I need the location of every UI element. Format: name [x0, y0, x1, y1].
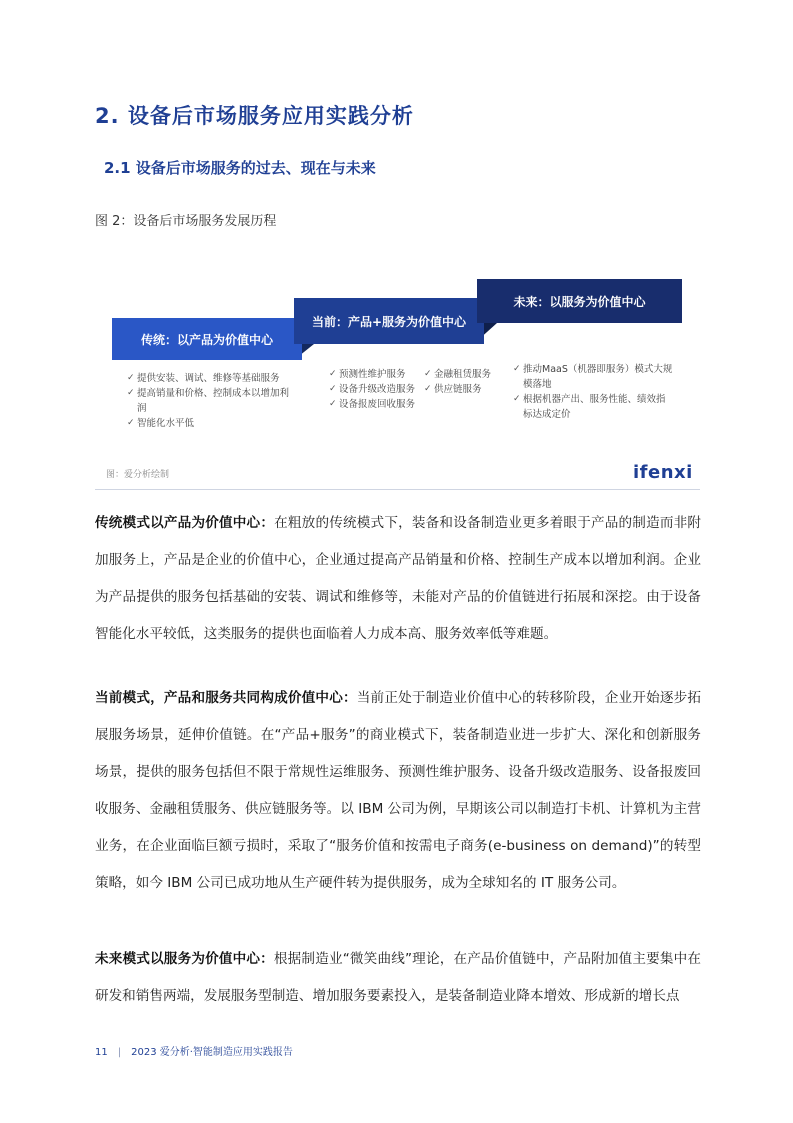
- list-item: ✓ 金融租赁服务: [424, 369, 492, 380]
- check-icon: ✓: [424, 369, 432, 379]
- current-bullets-col1: [329, 367, 421, 412]
- paragraph-lead: 当前模式，产品和服务共同构成价值中心：: [95, 690, 357, 706]
- section-title: 2. 设备后市场服务应用实践分析: [95, 104, 414, 128]
- paragraph-future: [95, 941, 701, 1015]
- footer-separator: |: [117, 1047, 122, 1058]
- divider: [95, 489, 700, 490]
- list-item: ✓ 推动MaaS（机器即服务）模式大规模落地: [513, 364, 673, 390]
- paragraph-traditional: [95, 505, 701, 653]
- check-icon: ✓: [127, 418, 135, 428]
- check-icon: ✓: [513, 394, 521, 404]
- check-icon: ✓: [127, 373, 135, 383]
- list-item: ✓ 设备升级改造服务: [329, 384, 416, 395]
- step-label: 未来：以服务为价值中心: [513, 294, 646, 309]
- paragraph-text: 根据制造业“微笑曲线”理论，在产品价值链中，产品附加值主要集中在研发和销售两端，发展服务型制造、增加服务要素投入，是装备制造业降本增效、形成新的增长点: [95, 951, 701, 1004]
- list-item: ✓ 根据机器产出、服务性能、绩效指标达成定价: [513, 394, 666, 420]
- list-item: ✓ 供应链服务: [424, 384, 482, 395]
- future-bullets: [513, 362, 673, 422]
- step-current: [294, 298, 484, 344]
- check-icon: ✓: [329, 384, 337, 394]
- ifenxi-logo: ifenxi: [633, 462, 693, 483]
- page-number: 11: [95, 1047, 108, 1058]
- check-icon: ✓: [424, 384, 432, 394]
- step-future: [477, 279, 682, 323]
- list-item: ✓ 智能化水平低: [127, 418, 195, 429]
- step-label: 传统：以产品为价值中心: [140, 332, 273, 347]
- list-item: ✓ 设备报废回收服务: [329, 399, 416, 410]
- paragraph-lead: 传统模式以产品为价值中心：: [95, 515, 275, 531]
- traditional-bullets: [127, 371, 292, 431]
- paragraph-lead: 未来模式以服务为价值中心：: [95, 951, 274, 967]
- figure-source-note: 图：爱分析绘制: [106, 470, 170, 480]
- paragraph-text: 在粗放的传统模式下，装备和设备制造业更多着眼于产品的制造而非附加服务上，产品是企业的价值中心，企业通过提高产品销量和价格、控制生产成本以增加利润。企业为产品提供的服务包括基础的安装、调试和维修等，未能对产品的价值链进行拓展和深挖。由于设备智能化水平较低，这类服务的提供也面临着人力成本高、服务效率低等难题。: [95, 515, 702, 642]
- subsection-title: 2.1 设备后市场服务的过去、现在与未来: [104, 159, 376, 177]
- figure-caption: 图 2：设备后市场服务发展历程: [95, 214, 277, 229]
- check-icon: ✓: [329, 399, 337, 409]
- check-icon: ✓: [513, 364, 521, 374]
- page-footer: [95, 1043, 293, 1058]
- paragraph-current: [95, 680, 701, 902]
- list-item: ✓ 提高销量和价格、控制成本以增加利润: [127, 388, 290, 414]
- check-icon: ✓: [329, 369, 337, 379]
- list-item: ✓ 预测性维护服务: [329, 369, 406, 380]
- paragraph-text: 当前正处于制造业价值中心的转移阶段，企业开始逐步拓展服务场景，延伸价值链。在“产品+服务”的商业模式下，装备制造业进一步扩大、深化和创新服务场景，提供的服务包括但不限于常规性运维服务、预测性维护服务、设备升级改造服务、设备报废回收服务、金融租赁服务、供应链服务等。以 IBM 公司为例，早期该公司以制造打卡机、计算机为主营业务，在企业面临巨额亏损时，采取了“服务价值和按需电子商务(e-business on demand)”的转型策略，如今 IBM 公司已成功地从生产硬件转为提供服务，成为全球知名的 IT 服务公司。: [95, 690, 702, 891]
- list-item: ✓ 提供安装、调试、维修等基础服务: [127, 373, 280, 384]
- step-traditional: [112, 318, 302, 360]
- check-icon: ✓: [127, 388, 135, 398]
- step-label: 当前：产品+服务为价值中心: [311, 314, 467, 329]
- report-title: 2023 爱分析·智能制造应用实践报告: [131, 1047, 293, 1058]
- current-bullets-col2: [424, 367, 499, 397]
